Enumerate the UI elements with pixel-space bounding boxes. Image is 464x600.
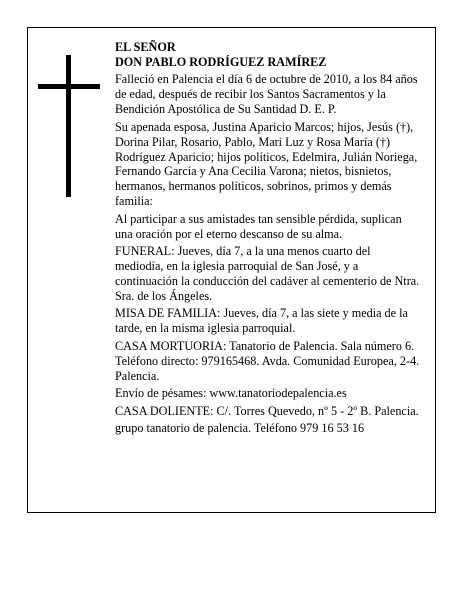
deceased-name: DON PABLO RODRÍGUEZ RAMÍREZ xyxy=(115,54,327,69)
obituary-heading: EL SEÑOR xyxy=(115,40,176,54)
cross-horizontal-bar xyxy=(38,84,100,89)
paragraph-family-home: CASA DOLIENTE: C/. Torres Quevedo, nº 5 - 2º B. Palencia. xyxy=(115,403,419,418)
cross-vertical-bar xyxy=(66,55,71,197)
paragraph-prayer-request: Al participar a sus amistades tan sensible pérdida, suplican una oración por el eterno descanso de su alma. xyxy=(115,211,402,241)
paragraph-family: Su apenada esposa, Justina Aparicio Marcos; hijos, Jesús (†), Dorina Pilar, Rosario, Pablo, Mari Luz y Rosa María (†) Rodríguez Aparicio; hijos políticos, Edelmira, Julián Noriega, Fernando García y Ana Cecilia Varona; nietos, bisnietos, hermanos, hermanos políticos, sobrinos, primos y demás familia: xyxy=(115,119,418,209)
paragraph-funeral-home: CASA MORTUORIA: Tanatorio de Palencia. Sala número 6. Teléfono directo: 979165468. Avda. Comunidad Europea, 2-4. Palencia. xyxy=(115,338,420,383)
paragraph-funeral-group: grupo tanatorio de palencia. Teléfono 979 16 53 16 xyxy=(115,421,365,436)
paragraph-death-announcement: Falleció en Palencia el día 6 de octubre de 2010, a los 84 años de edad, después de recibir los Santos Sacramentos y la Bendición Apostólica de Su Santidad D. E. P. xyxy=(115,72,418,117)
obituary-text xyxy=(115,40,420,439)
paragraph-funeral: FUNERAL: Jueves, día 7, a la una menos cuarto del mediodía, en la iglesia parroquial de San José, y a continuación la conducción del cadáver al cementerio de Ntra. Sra. de los Ángeles. xyxy=(115,244,420,303)
paragraph-condolences: Envío de pésames: www.tanatoriodepalencia.es xyxy=(115,386,347,401)
paragraph-family-mass: MISA DE FAMILIA: Jueves, día 7, a las siete y media de la tarde, en la misma iglesia parroquial. xyxy=(115,306,408,336)
